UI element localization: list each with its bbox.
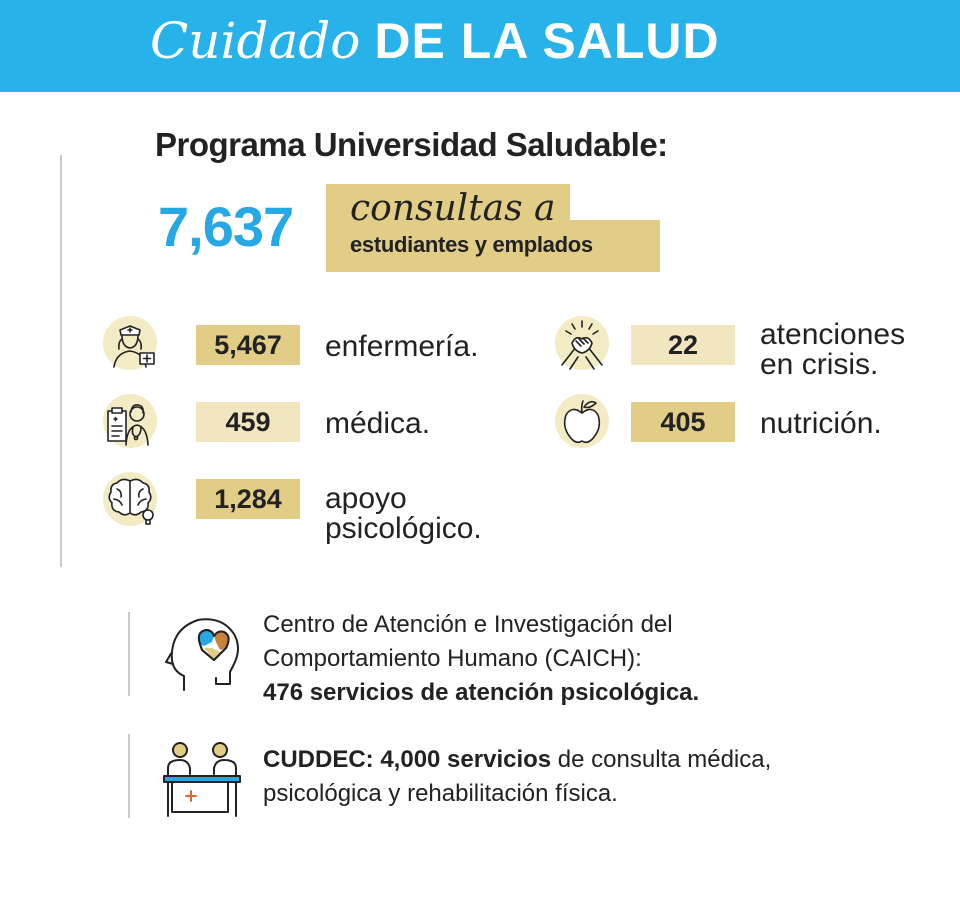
stat-label-line: atenciones	[760, 318, 906, 351]
banner-title	[150, 12, 720, 70]
stat-value-medica: 459	[196, 402, 300, 442]
stat-value-enfermeria: 5,467	[196, 325, 300, 365]
caich-line-1: Centro de Atención e Investigación del	[263, 611, 673, 638]
caich-services: 476 servicios de atención psicológica.	[263, 679, 700, 706]
stat-label-line: en crisis.	[760, 348, 879, 381]
banner-title-italic: Cuidado	[150, 12, 361, 70]
consultas-label: consultas a	[350, 188, 556, 229]
stat-label-line: apoyo	[325, 482, 407, 515]
cuddec-line-1-rest: de consulta médica,	[551, 746, 772, 773]
stat-label-crisis	[760, 320, 905, 380]
program-title: Programa Universidad Saludable:	[155, 126, 668, 163]
doctor-icon	[103, 394, 157, 448]
header-banner	[0, 0, 960, 92]
stat-label-nutricion	[760, 409, 882, 439]
brain-icon	[103, 472, 157, 526]
stat-label-line: médica.	[325, 407, 431, 440]
divider-line-program	[60, 155, 62, 567]
total-consultations: 7,637	[158, 195, 294, 258]
stat-label-medica	[325, 409, 430, 439]
stat-value-crisis: 22	[631, 325, 735, 365]
stat-label-line: psicológico.	[325, 512, 482, 545]
stat-value-psicologico: 1,284	[196, 479, 300, 519]
handshake-icon	[555, 316, 609, 370]
stat-label-line: enfermería.	[325, 330, 479, 363]
stat-value-nutricion: 405	[631, 402, 735, 442]
stat-label-line: nutrición.	[760, 407, 882, 440]
caich-description	[263, 608, 699, 710]
audience-label: estudiantes y emplados	[350, 232, 593, 257]
cuddec-line-1	[263, 743, 771, 777]
apple-icon	[555, 394, 609, 448]
divider-line-cuddec	[128, 734, 130, 818]
stat-label-enfermeria	[325, 332, 478, 362]
consultation-desk-icon	[160, 738, 244, 818]
caich-line-2: Comportamiento Humano (CAICH):	[263, 645, 642, 672]
nurse-icon	[103, 316, 157, 370]
caich-head-icon	[160, 612, 246, 692]
cuddec-line-2: psicológica y rehabilitación física.	[263, 780, 618, 807]
banner-title-bold: DE LA SALUD	[374, 13, 720, 69]
stat-label-psicologico	[325, 484, 482, 544]
cuddec-description	[263, 743, 771, 811]
cuddec-services: CUDDEC: 4,000 servicios	[263, 746, 552, 773]
divider-line-caich	[128, 612, 130, 696]
caich-line-3	[263, 676, 699, 710]
